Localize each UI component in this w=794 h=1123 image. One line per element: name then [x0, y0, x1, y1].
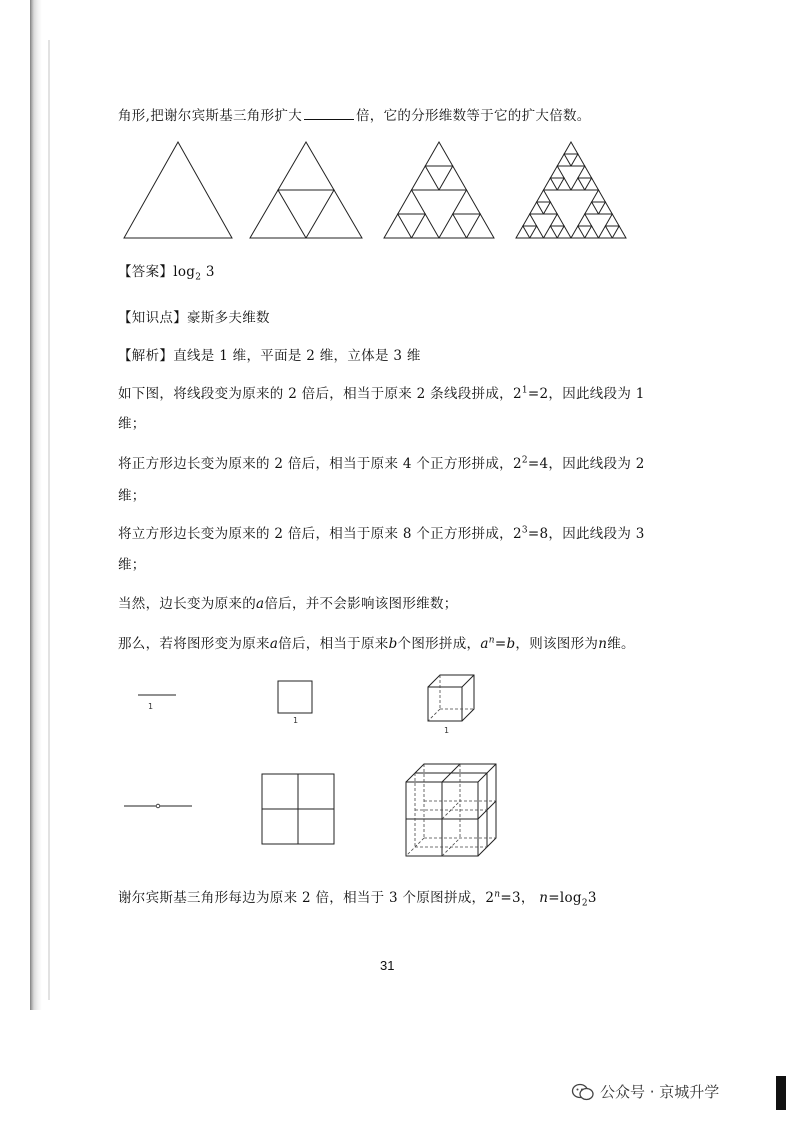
sierpinski-level-0: [124, 142, 232, 238]
p1-base: 2: [512, 386, 522, 402]
page-number: 31: [380, 958, 395, 973]
answer-log-base: 2: [195, 272, 202, 283]
intro-text-2: 倍，它的分形维数等于它的扩大倍数。: [356, 108, 591, 124]
answer-log-arg: 3: [205, 264, 215, 280]
analysis-text: 直线是 1 维，平面是 2 维，立体是 3 维: [173, 348, 421, 364]
conclusion-text: 谢尔宾斯基三角形每边为原来 2 倍，相当于 3 个原图拼成，: [118, 890, 486, 906]
p3-exp: 3: [521, 525, 528, 536]
p2-exp: 2: [521, 455, 528, 466]
paragraph-5: [118, 634, 635, 654]
unit-square: [278, 681, 312, 713]
p5-var-b: b: [388, 636, 398, 652]
paragraph-2-cont: [118, 486, 146, 506]
cube-unit-label: 1: [444, 726, 450, 735]
conclusion-base: 2: [485, 890, 495, 906]
p5-text: 那么，若将图形变为原来: [118, 636, 270, 652]
p5-text-5: 维。: [607, 636, 635, 652]
answer-line: [118, 262, 215, 282]
knowledge-label: 【知识点】: [118, 310, 187, 326]
doubled-cube: [406, 764, 496, 856]
p2-cont: 维；: [118, 488, 146, 504]
p5-text-3: 个图形拼成，: [397, 636, 481, 652]
p1-text: 如下图，将线段变为原来的 2 倍后，相当于原来 2 条线段拼成，: [118, 386, 513, 402]
unit-figures: [0, 665, 794, 745]
answer-blank: [304, 107, 354, 120]
analysis-line: [118, 346, 421, 366]
intro-line: [118, 106, 591, 126]
square-unit-label: 1: [293, 716, 299, 725]
p3-eq: =8: [527, 526, 549, 542]
paragraph-1: [118, 384, 645, 404]
sierpinski-level-2: [384, 142, 494, 238]
p4-var: a: [256, 596, 265, 612]
sierpinski-level-3: [516, 142, 626, 238]
sierpinski-level-1: [250, 142, 362, 238]
p4-text-2: 倍后，并不会影响该图形维数；: [264, 596, 458, 612]
p2-text-2: ，因此线段为 2: [548, 456, 645, 472]
intro-text-1: 角形,把谢尔宾斯基三角形扩大: [118, 108, 302, 124]
doubled-line-segment: [124, 804, 192, 808]
conclusion-sep: ，: [520, 890, 535, 906]
paragraph-3: [118, 524, 645, 544]
answer-log: log: [173, 264, 196, 280]
p1-exp: 1: [521, 385, 528, 396]
footer-bar: [776, 1076, 786, 1110]
p3-base: 2: [512, 526, 522, 542]
footer-text: 公众号 · 京城升学: [600, 1083, 720, 1101]
p5-eq-a: a: [480, 636, 489, 652]
conclusion-exp: n: [494, 889, 501, 900]
sierpinski-figures: [0, 138, 794, 248]
conclusion-n: n: [539, 890, 549, 906]
p2-base: 2: [512, 456, 522, 472]
p4-text: 当然，边长变为原来的: [118, 596, 256, 612]
paragraph-2: [118, 454, 645, 474]
doubled-square: [262, 774, 334, 844]
p2-text: 将正方形边长变为原来的 2 倍后，相当于原来 4 个正方形拼成，: [118, 456, 513, 472]
line-unit-label: 1: [148, 702, 154, 711]
p1-eq: =2: [527, 386, 549, 402]
footer-watermark: [572, 1081, 719, 1102]
conclusion-eq: =3: [500, 890, 521, 906]
knowledge-line: [118, 308, 270, 328]
conclusion-log-base: 2: [581, 898, 588, 909]
p2-eq: =4: [527, 456, 549, 472]
p1-text-2: ，因此线段为 1: [548, 386, 645, 402]
conclusion-line: [118, 888, 597, 908]
answer-label: 【答案】: [118, 264, 174, 280]
p5-var-a: a: [269, 636, 279, 652]
conclusion-log: =log: [548, 890, 582, 906]
conclusion-log-arg: 3: [587, 890, 597, 906]
analysis-label: 【解析】: [118, 348, 174, 364]
paragraph-4: [118, 594, 458, 614]
p1-cont: 维；: [118, 416, 146, 432]
knowledge-text: 豪斯多夫维数: [187, 310, 270, 326]
p5-text-4: ，则该图形为: [515, 636, 599, 652]
p5-eq-n: n: [488, 635, 495, 646]
p5-text-2: 倍后，相当于原来: [278, 636, 389, 652]
p5-var-n: n: [598, 636, 608, 652]
unit-cube: [428, 675, 474, 721]
wechat-icon: [572, 1083, 594, 1101]
p3-text: 将立方形边长变为原来的 2 倍后，相当于原来 8 个正方形拼成，: [118, 526, 513, 542]
paragraph-1-cont: [118, 414, 146, 434]
paragraph-3-cont: [118, 555, 146, 575]
p5-eq-sign: =: [494, 636, 507, 652]
p5-eq-b: b: [506, 636, 516, 652]
p3-text-2: ，因此线段为 3: [548, 526, 645, 542]
doubled-figures: [0, 760, 794, 870]
p3-cont: 维；: [118, 557, 146, 573]
